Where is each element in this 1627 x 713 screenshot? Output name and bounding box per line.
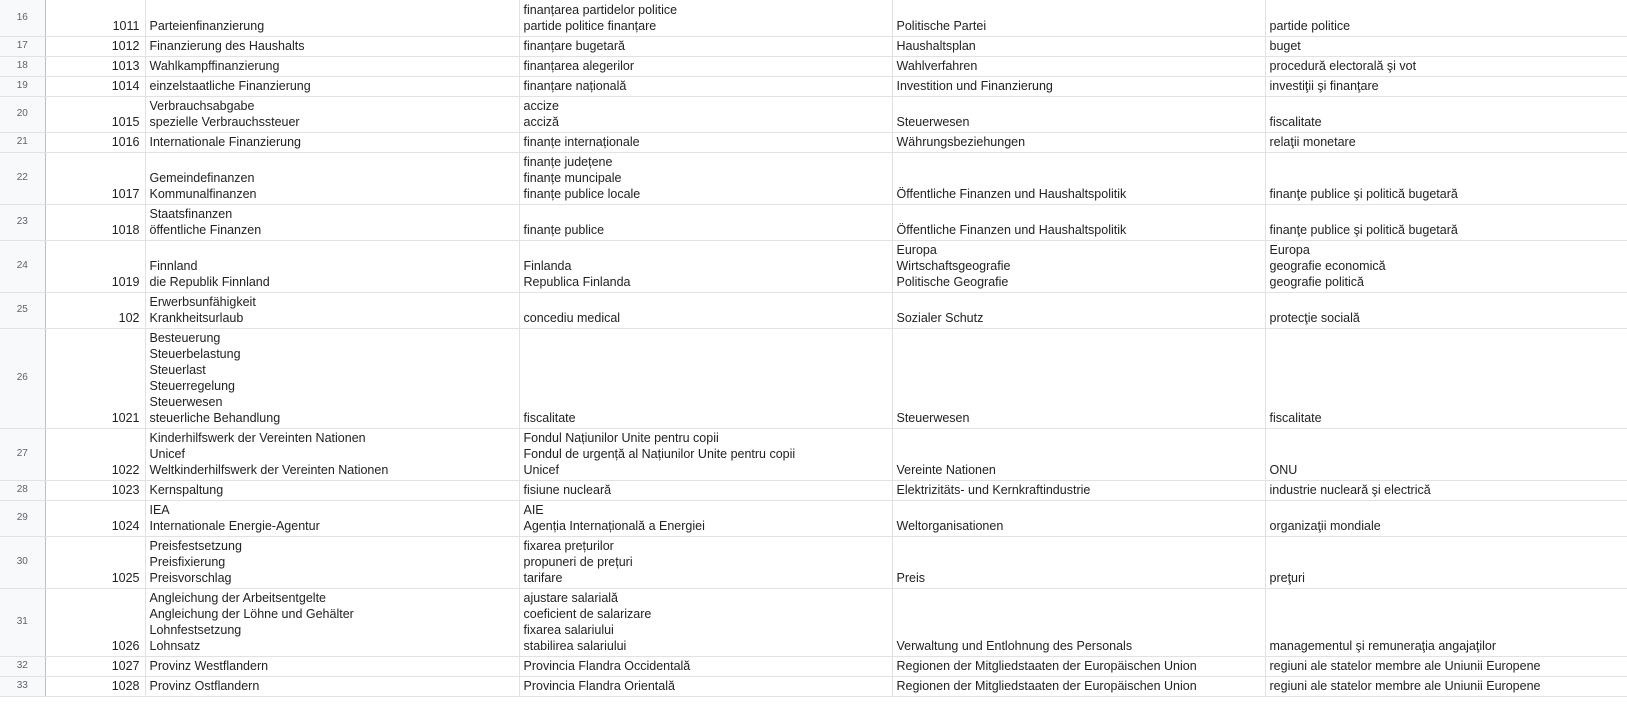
cell-line: regiuni ale statelor membre ale Uniunii Europene: [1269, 678, 1541, 693]
german-terms-cell[interactable]: [145, 56, 519, 76]
cell-line: Internationale Energie-Agentur: [149, 518, 320, 533]
cell-line: finanțe județene: [523, 154, 613, 169]
row-header[interactable]: 21: [0, 132, 45, 152]
romanian-terms-cell[interactable]: [519, 328, 892, 428]
table-row: [0, 132, 1627, 152]
cell-line: Wirtschaftsgeografie: [896, 258, 1011, 273]
row-header[interactable]: 18: [0, 56, 45, 76]
cell-line: Provinz Ostflandern: [149, 678, 260, 693]
cell-line: concediu medical: [523, 310, 621, 325]
row-header[interactable]: 26: [0, 328, 45, 428]
cell-line: Steuerwesen: [896, 114, 970, 129]
romanian-terms-cell[interactable]: [519, 0, 892, 36]
romanian-field-cell[interactable]: [1265, 240, 1627, 292]
romanian-field-cell[interactable]: [1265, 428, 1627, 480]
cell-line: Angleichung der Arbeitsentgelte: [149, 590, 327, 605]
id-cell[interactable]: 1011: [45, 0, 145, 36]
cell-line: spezielle Verbrauchssteuer: [149, 114, 300, 129]
table-row: [0, 588, 1627, 656]
romanian-field-cell[interactable]: [1265, 656, 1627, 676]
romanian-terms-cell[interactable]: [519, 500, 892, 536]
cell-line: Republica Finlanda: [523, 274, 631, 289]
romanian-field-cell[interactable]: [1265, 132, 1627, 152]
cell-line: relaţii monetare: [1269, 134, 1356, 149]
cell-line: Preis: [896, 570, 925, 585]
romanian-terms-cell[interactable]: [519, 588, 892, 656]
romanian-field-cell[interactable]: [1265, 292, 1627, 328]
cell-line: Fondul de urgență al Națiunilor Unite pentru copii: [523, 446, 796, 461]
cell-line: finanțe publice locale: [523, 186, 641, 201]
cell-line: managementul şi remuneraţia angajaţilor: [1269, 638, 1497, 653]
romanian-field-cell[interactable]: [1265, 36, 1627, 56]
german-field-cell[interactable]: [892, 204, 1265, 240]
cell-line: finanțarea alegerilor: [523, 58, 634, 73]
row-header[interactable]: 25: [0, 292, 45, 328]
cell-line: Öffentliche Finanzen und Haushaltspolitik: [896, 186, 1127, 201]
german-terms-cell[interactable]: [145, 536, 519, 588]
id-cell[interactable]: 1027: [45, 656, 145, 676]
german-field-cell[interactable]: [892, 240, 1265, 292]
id-cell[interactable]: 1023: [45, 480, 145, 500]
romanian-terms-cell[interactable]: [519, 656, 892, 676]
cell-line: Steuerwesen: [149, 394, 223, 409]
romanian-field-cell[interactable]: [1265, 152, 1627, 204]
german-field-cell[interactable]: [892, 328, 1265, 428]
romanian-field-cell[interactable]: [1265, 76, 1627, 96]
german-terms-cell[interactable]: [145, 76, 519, 96]
cell-line: Währungsbeziehungen: [896, 134, 1026, 149]
german-terms-cell[interactable]: [145, 480, 519, 500]
romanian-terms-cell[interactable]: [519, 36, 892, 56]
table-row: [0, 204, 1627, 240]
row-header[interactable]: 31: [0, 588, 45, 656]
row-header[interactable]: 27: [0, 428, 45, 480]
german-terms-cell[interactable]: [145, 204, 519, 240]
cell-line: acciză: [523, 114, 559, 129]
table-row: [0, 428, 1627, 480]
cell-line: Preisvorschlag: [149, 570, 232, 585]
romanian-terms-cell[interactable]: [519, 132, 892, 152]
cell-line: Europa: [896, 242, 937, 257]
romanian-field-cell[interactable]: [1265, 204, 1627, 240]
id-cell[interactable]: 1018: [45, 204, 145, 240]
cell-line: Verwaltung und Entlohnung des Personals: [896, 638, 1133, 653]
row-header[interactable]: 30: [0, 536, 45, 588]
row-header[interactable]: 32: [0, 656, 45, 676]
cell-line: fiscalitate: [1269, 114, 1322, 129]
cell-line: Provincia Flandra Orientală: [523, 678, 675, 693]
german-terms-cell[interactable]: [145, 240, 519, 292]
romanian-field-cell[interactable]: [1265, 56, 1627, 76]
romanian-field-cell[interactable]: [1265, 536, 1627, 588]
cell-line: Staatsfinanzen: [149, 206, 233, 221]
german-field-cell[interactable]: [892, 152, 1265, 204]
romanian-terms-cell[interactable]: [519, 480, 892, 500]
cell-line: finanțe internaționale: [523, 134, 640, 149]
cell-line: finanțare națională: [523, 78, 627, 93]
cell-line: tarifare: [523, 570, 563, 585]
german-field-cell[interactable]: [892, 132, 1265, 152]
cell-line: buget: [1269, 38, 1301, 53]
row-header[interactable]: 28: [0, 480, 45, 500]
cell-line: Finlanda: [523, 258, 572, 273]
cell-line: Kernspaltung: [149, 482, 224, 497]
table-row: [0, 152, 1627, 204]
row-header[interactable]: 33: [0, 676, 45, 696]
cell-line: industrie nucleară şi electrică: [1269, 482, 1431, 497]
romanian-field-cell[interactable]: [1265, 96, 1627, 132]
cell-line: Elektrizitäts- und Kernkraftindustrie: [896, 482, 1091, 497]
cell-line: coeficient de salarizare: [523, 606, 652, 621]
german-field-cell[interactable]: [892, 36, 1265, 56]
cell-line: die Republik Finnland: [149, 274, 270, 289]
german-field-cell[interactable]: [892, 0, 1265, 36]
id-cell[interactable]: 1022: [45, 428, 145, 480]
table-row: [0, 328, 1627, 428]
id-cell[interactable]: 1013: [45, 56, 145, 76]
cell-line: organizaţii mondiale: [1269, 518, 1381, 533]
cell-line: preţuri: [1269, 570, 1305, 585]
cell-line: Erwerbsunfähigkeit: [149, 294, 256, 309]
cell-line: Finnland: [149, 258, 198, 273]
cell-line: Finanzierung des Haushalts: [149, 38, 305, 53]
cell-line: Lohnfestsetzung: [149, 622, 242, 637]
cell-line: fixarea prețurilor: [523, 538, 614, 553]
cell-line: Politische Geografie: [896, 274, 1009, 289]
cell-line: Besteuerung: [149, 330, 221, 345]
table-row: [0, 536, 1627, 588]
cell-line: Agenția Internațională a Energiei: [523, 518, 705, 533]
cell-line: finanțe publice: [523, 222, 605, 237]
german-field-cell[interactable]: [892, 588, 1265, 656]
cell-line: Investition und Finanzierung: [896, 78, 1053, 93]
cell-line: finanţe publice şi politică bugetară: [1269, 222, 1458, 237]
table-row: [0, 500, 1627, 536]
german-field-cell[interactable]: [892, 76, 1265, 96]
german-terms-cell[interactable]: [145, 328, 519, 428]
cell-line: partide politice: [1269, 18, 1351, 33]
cell-line: Regionen der Mitgliedstaaten der Europäischen Union: [896, 678, 1197, 693]
cell-line: regiuni ale statelor membre ale Uniunii Europene: [1269, 658, 1541, 673]
romanian-terms-cell[interactable]: [519, 676, 892, 696]
cell-line: Steuerwesen: [896, 410, 970, 425]
cell-line: steuerliche Behandlung: [149, 410, 281, 425]
cell-line: Europa: [1269, 242, 1310, 257]
german-field-cell[interactable]: [892, 656, 1265, 676]
cell-line: Fondul Națiunilor Unite pentru copii: [523, 430, 719, 445]
table-row: [0, 240, 1627, 292]
cell-line: Lohnsatz: [149, 638, 201, 653]
cell-line: Sozialer Schutz: [896, 310, 984, 325]
cell-line: fiscalitate: [523, 410, 576, 425]
romanian-terms-cell[interactable]: [519, 96, 892, 132]
cell-line: Preisfixierung: [149, 554, 226, 569]
cell-line: AIE: [523, 502, 544, 517]
cell-line: Weltorganisationen: [896, 518, 1004, 533]
cell-line: Kommunalfinanzen: [149, 186, 257, 201]
german-terms-cell[interactable]: [145, 96, 519, 132]
german-field-cell[interactable]: [892, 500, 1265, 536]
cell-line: Steuerregelung: [149, 378, 235, 393]
german-terms-cell[interactable]: [145, 500, 519, 536]
row-header[interactable]: 19: [0, 76, 45, 96]
id-cell[interactable]: 1014: [45, 76, 145, 96]
cell-line: propuneri de prețuri: [523, 554, 633, 569]
romanian-terms-cell[interactable]: [519, 76, 892, 96]
cell-line: finanțare bugetară: [523, 38, 625, 53]
cell-line: fixarea salariului: [523, 622, 614, 637]
cell-line: geografie economică: [1269, 258, 1386, 273]
cell-line: Steuerlast: [149, 362, 206, 377]
cell-line: finanțarea partidelor politice: [523, 2, 678, 17]
cell-line: IEA: [149, 502, 170, 517]
row-header[interactable]: 24: [0, 240, 45, 292]
cell-line: ajustare salarială: [523, 590, 618, 605]
cell-line: Wahlverfahren: [896, 58, 978, 73]
cell-line: finanţe publice şi politică bugetară: [1269, 186, 1458, 201]
romanian-terms-cell[interactable]: [519, 428, 892, 480]
id-cell[interactable]: 1025: [45, 536, 145, 588]
romanian-terms-cell[interactable]: [519, 152, 892, 204]
row-header[interactable]: 22: [0, 152, 45, 204]
cell-line: investiţii şi finanţare: [1269, 78, 1379, 93]
cell-line: protecţie socială: [1269, 310, 1360, 325]
id-cell[interactable]: 102: [45, 292, 145, 328]
cell-line: fisiune nucleară: [523, 482, 612, 497]
cell-line: geografie politică: [1269, 274, 1365, 289]
id-cell[interactable]: 1012: [45, 36, 145, 56]
german-terms-cell[interactable]: [145, 588, 519, 656]
romanian-field-cell[interactable]: [1265, 480, 1627, 500]
cell-line: ONU: [1269, 462, 1298, 477]
romanian-field-cell[interactable]: [1265, 676, 1627, 696]
id-cell[interactable]: 1019: [45, 240, 145, 292]
id-cell[interactable]: 1017: [45, 152, 145, 204]
cell-line: Krankheitsurlaub: [149, 310, 244, 325]
german-field-cell[interactable]: [892, 96, 1265, 132]
id-cell[interactable]: 1021: [45, 328, 145, 428]
table-row: [0, 76, 1627, 96]
romanian-field-cell[interactable]: [1265, 0, 1627, 36]
cell-line: stabilirea salariului: [523, 638, 627, 653]
table-row: [0, 56, 1627, 76]
cell-line: Haushaltsplan: [896, 38, 976, 53]
romanian-terms-cell[interactable]: [519, 204, 892, 240]
romanian-terms-cell[interactable]: [519, 240, 892, 292]
german-field-cell[interactable]: [892, 676, 1265, 696]
cell-line: Öffentliche Finanzen und Haushaltspolitik: [896, 222, 1127, 237]
table-row: [0, 676, 1627, 696]
german-terms-cell[interactable]: [145, 132, 519, 152]
german-terms-cell[interactable]: [145, 292, 519, 328]
cell-line: öffentliche Finanzen: [149, 222, 262, 237]
row-header[interactable]: 23: [0, 204, 45, 240]
table-row: [0, 656, 1627, 676]
cell-line: procedură electorală şi vot: [1269, 58, 1417, 73]
table-row: [0, 0, 1627, 36]
german-field-cell[interactable]: [892, 480, 1265, 500]
cell-line: Verbrauchsabgabe: [149, 98, 255, 113]
romanian-field-cell[interactable]: [1265, 588, 1627, 656]
cell-line: Angleichung der Löhne und Gehälter: [149, 606, 354, 621]
id-cell[interactable]: 1015: [45, 96, 145, 132]
id-cell[interactable]: 1028: [45, 676, 145, 696]
german-terms-cell[interactable]: [145, 0, 519, 36]
row-header[interactable]: 17: [0, 36, 45, 56]
cell-line: partide politice finanțare: [523, 18, 657, 33]
german-terms-cell[interactable]: [145, 656, 519, 676]
romanian-terms-cell[interactable]: [519, 292, 892, 328]
german-field-cell[interactable]: [892, 292, 1265, 328]
table-row: [0, 96, 1627, 132]
cell-line: Internationale Finanzierung: [149, 134, 301, 149]
cell-line: Preisfestsetzung: [149, 538, 242, 553]
cell-line: finanțe muncipale: [523, 170, 622, 185]
cell-line: einzelstaatliche Finanzierung: [149, 78, 311, 93]
row-header[interactable]: 16: [0, 0, 45, 36]
cell-line: Regionen der Mitgliedstaaten der Europäischen Union: [896, 658, 1197, 673]
romanian-field-cell[interactable]: [1265, 500, 1627, 536]
cell-line: Provinz Westflandern: [149, 658, 269, 673]
cell-line: fiscalitate: [1269, 410, 1322, 425]
german-terms-cell[interactable]: [145, 152, 519, 204]
romanian-terms-cell[interactable]: [519, 56, 892, 76]
cell-line: Steuerbelastung: [149, 346, 241, 361]
table-row: [0, 480, 1627, 500]
cell-line: Unicef: [149, 446, 185, 461]
cell-line: accize: [523, 98, 559, 113]
cell-line: Vereinte Nationen: [896, 462, 996, 477]
cell-line: Gemeindefinanzen: [149, 170, 255, 185]
id-cell[interactable]: 1026: [45, 588, 145, 656]
cell-line: Kinderhilfswerk der Vereinten Nationen: [149, 430, 366, 445]
row-header[interactable]: 20: [0, 96, 45, 132]
german-terms-cell[interactable]: [145, 428, 519, 480]
id-cell[interactable]: 1016: [45, 132, 145, 152]
cell-line: Politische Partei: [896, 18, 987, 33]
table-row: [0, 292, 1627, 328]
cell-line: Weltkinderhilfswerk der Vereinten Nationen: [149, 462, 389, 477]
german-field-cell[interactable]: [892, 536, 1265, 588]
cell-line: Wahlkampffinanzierung: [149, 58, 280, 73]
cell-line: Provincia Flandra Occidentală: [523, 658, 691, 673]
cell-line: Parteienfinanzierung: [149, 18, 265, 33]
table-row: [0, 36, 1627, 56]
row-header[interactable]: 29: [0, 500, 45, 536]
german-terms-cell[interactable]: [145, 36, 519, 56]
cell-line: Unicef: [523, 462, 559, 477]
german-terms-cell[interactable]: [145, 676, 519, 696]
id-cell[interactable]: 1024: [45, 500, 145, 536]
german-field-cell[interactable]: [892, 56, 1265, 76]
german-field-cell[interactable]: [892, 428, 1265, 480]
romanian-terms-cell[interactable]: [519, 536, 892, 588]
romanian-field-cell[interactable]: [1265, 328, 1627, 428]
